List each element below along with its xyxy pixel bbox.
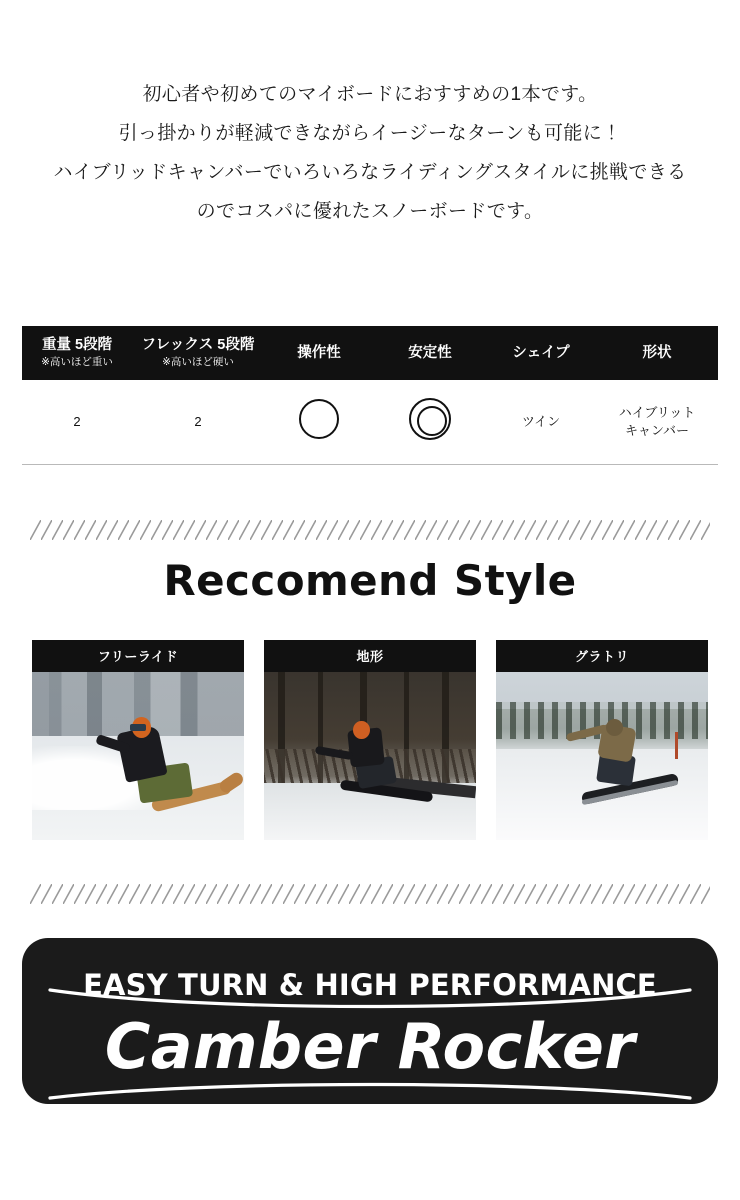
intro-line-4: のでコスパに優れたスノーボードです。 — [196, 200, 544, 222]
recommend-style-title: Reccomend Style — [163, 556, 577, 605]
header-flex — [132, 326, 264, 380]
value-control — [264, 380, 374, 464]
header-weight-main: 重量 5段階 — [41, 337, 113, 353]
intro-line-2: 引っ掛かりが軽減できながらイージーなターンも可能に！ — [118, 122, 622, 144]
banner-curve-bottom-icon — [22, 1080, 718, 1102]
banner-title: Camber Rocker — [104, 1010, 636, 1083]
value-weight: 2 — [22, 380, 132, 464]
intro-line-1: 初心者や初めてのマイボードにおすすめの1本です。 — [142, 84, 598, 105]
spec-table-body — [22, 380, 718, 464]
spec-table — [22, 326, 718, 465]
list-item[interactable] — [32, 640, 244, 840]
recommend-style-cards — [32, 640, 708, 840]
header-flex-main: フレックス 5段階 — [141, 337, 255, 353]
intro-paragraph — [0, 0, 740, 232]
value-stability — [374, 380, 486, 464]
ground-trick-photo — [496, 672, 708, 840]
value-form-line1: ハイブリット — [618, 404, 696, 420]
header-control — [264, 326, 374, 380]
header-form — [596, 326, 718, 380]
header-stability-main: 安定性 — [408, 344, 452, 361]
photo-course-pole — [675, 732, 678, 759]
banner-tagline: EASY TURN & HIGH PERFORMANCE — [83, 968, 657, 1002]
circle-double-icon — [409, 398, 451, 440]
hatch-pattern-icon — [30, 520, 710, 540]
divider-hatch-top — [30, 520, 710, 540]
card-caption-groundtrick: グラトリ — [496, 640, 708, 672]
divider-hatch-bottom — [30, 884, 710, 904]
value-form — [596, 380, 718, 464]
header-flex-sub: ※高いほど硬い — [162, 356, 234, 369]
value-shape: ツイン — [486, 380, 596, 464]
intro-line-3: ハイブリッドキャンバーでいろいろなライディングスタイルに挑戦できる — [53, 161, 687, 183]
photo-rider-hood — [606, 719, 623, 736]
header-control-main: 操作性 — [297, 344, 341, 361]
circle-single-icon — [299, 399, 339, 439]
header-shape-main: シェイプ — [512, 344, 570, 361]
photo-rider-helmet — [353, 721, 370, 739]
header-form-main: 形状 — [642, 344, 672, 361]
header-weight — [22, 326, 132, 380]
card-caption-terrain: 地形 — [264, 640, 476, 672]
spec-table-wrapper — [0, 326, 740, 465]
list-item[interactable] — [496, 640, 708, 840]
terrain-jib-photo — [264, 672, 476, 840]
header-weight-sub: ※高いほど重い — [41, 356, 113, 369]
list-item[interactable] — [264, 640, 476, 840]
header-shape — [486, 326, 596, 380]
value-flex: 2 — [132, 380, 264, 464]
table-header-row — [22, 326, 718, 380]
value-form-line2: キャンバー — [624, 423, 690, 438]
hatch-pattern-icon — [30, 884, 710, 904]
header-stability — [374, 326, 486, 380]
camber-rocker-banner — [22, 938, 718, 1104]
table-row — [22, 380, 718, 464]
freeride-powder-photo — [32, 672, 244, 840]
spec-table-header — [22, 326, 718, 380]
card-caption-freeride: フリーライド — [32, 640, 244, 672]
photo-rider-goggles — [130, 724, 147, 731]
